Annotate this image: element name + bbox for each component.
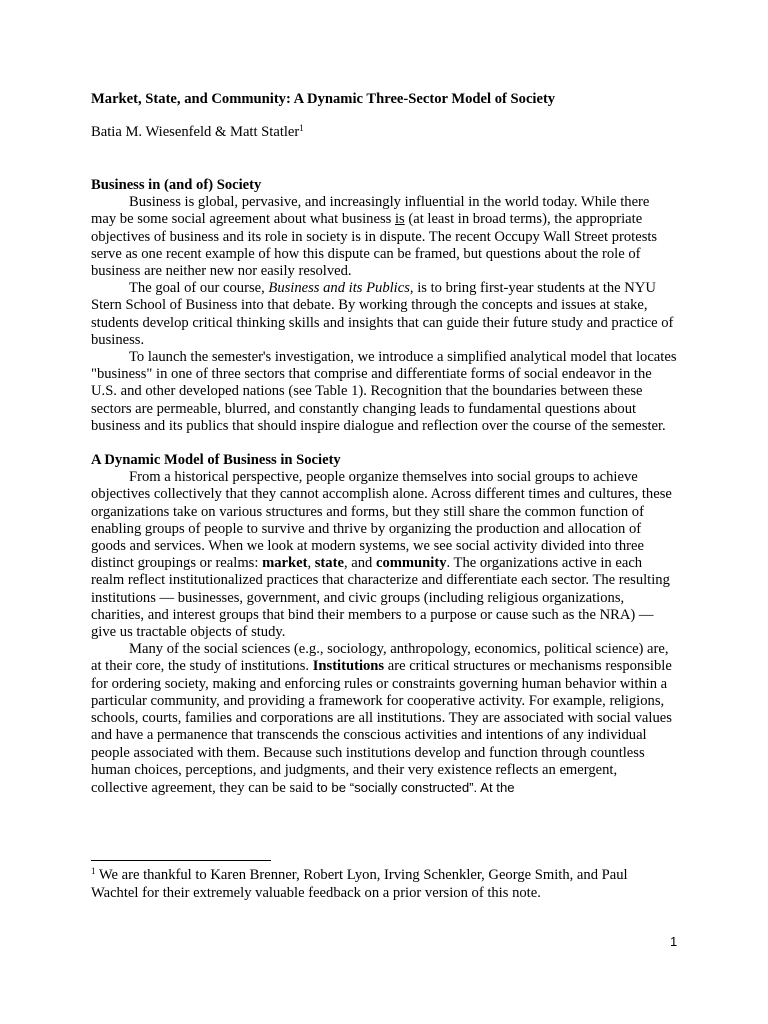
term-state: state <box>314 555 344 572</box>
paragraph: The goal of our course, Business and its Publics, is to bring first-year students at the NYU Stern School of Business into that debate. By working through the concepts and issues at stake, students develop critical thinking skills and insights that can guide their future study and practice of business. <box>91 280 674 348</box>
author-line <box>91 124 304 141</box>
author-footnote-mark: 1 <box>299 123 304 133</box>
course-title: Business and its Publics, <box>268 280 414 297</box>
term-community: community <box>375 555 447 572</box>
section-heading-business-in-society: Business in (and of) Society <box>91 177 262 193</box>
footnote-divider <box>91 860 271 861</box>
paragraph: From a historical perspective, people organize themselves into social groups to achieve objectives collectively that they cannot accomplish alone. Across different times and cultures, these organizations take on various structures and forms, but they still share the common function of enabling groups of people to survive and thrive by organizing the production and allocation of goods and services. When we look at modern systems, we see social activity divided into three distinct groupings or realms: market, state, and community. The organizations active in each realm reflect institutionalized practices that characterize and differentiate each sector. The resulting institutions — businesses, government, and civic groups (including religious organizations, charities, and interest groups that bind their members to a purpose or cause such as the NRA) — give us tractable objects of study. <box>91 469 672 641</box>
spacer <box>91 435 677 452</box>
page-number: 1 <box>670 934 678 949</box>
section-heading-dynamic-model: A Dynamic Model of Business in Society <box>91 452 341 469</box>
underlined-word: is <box>394 211 405 228</box>
paragraph: Many of the social sciences (e.g., sociology, anthropology, economics, political science) are, at their core, the study of institutions. Institutions are critical structures or mechanisms responsible for ordering society, making and enforcing rules or constraints governing human behavior within a particular community, and providing a framework for cooperative activity. For example, religions, schools, courts, families and corporations are all institutions. They are associated with social values and have a permanence that transcends the conscious activities and intentions of any individual people associated with them. Because such institutions develop and function through countless human choices, perceptions, and judgments, and their very existence reflects an emergent, collective agreement, they can be said to be “socially constructed”. At the <box>91 641 672 796</box>
footnote-mark: 1 <box>91 866 96 876</box>
footnote <box>91 866 677 902</box>
term-institutions: Institutions <box>312 658 385 675</box>
paragraph: To launch the semester's investigation, we introduce a simplified analytical model that locates "business" in one of three sectors that comprise and differentiate forms of social endeavor in the U.S. and other developed nations (see Table 1). Recognition that the boundaries between these sectors are permeable, blurred, and constantly changing leads to fundamental questions about business and its publics that should inspire dialogue and reflection over the course of the semester. <box>91 349 677 434</box>
footnote-text: We are thankful to Karen Brenner, Robert Lyon, Irving Schenkler, George Smith, and Paul Wachtel for their extremely valuable feedback on a prior version of this note. <box>91 867 628 901</box>
paragraph: Business is global, pervasive, and increasingly influential in the world today. While there may be some social agreement about what business is (at least in broad terms), the appropriate objectives of business and its role in society is in dispute. The recent Occupy Wall Street protests serve as one recent example of how this dispute can be framed, but questions about the role of business are neither new nor easily resolved. <box>91 194 658 280</box>
document-title: Market, State, and Community: A Dynamic Three-Sector Model of Society <box>91 91 556 107</box>
authors: Batia M. Wiesenfeld & Matt Statler <box>91 124 300 140</box>
document-body <box>91 177 677 797</box>
term-market: market <box>262 555 308 572</box>
